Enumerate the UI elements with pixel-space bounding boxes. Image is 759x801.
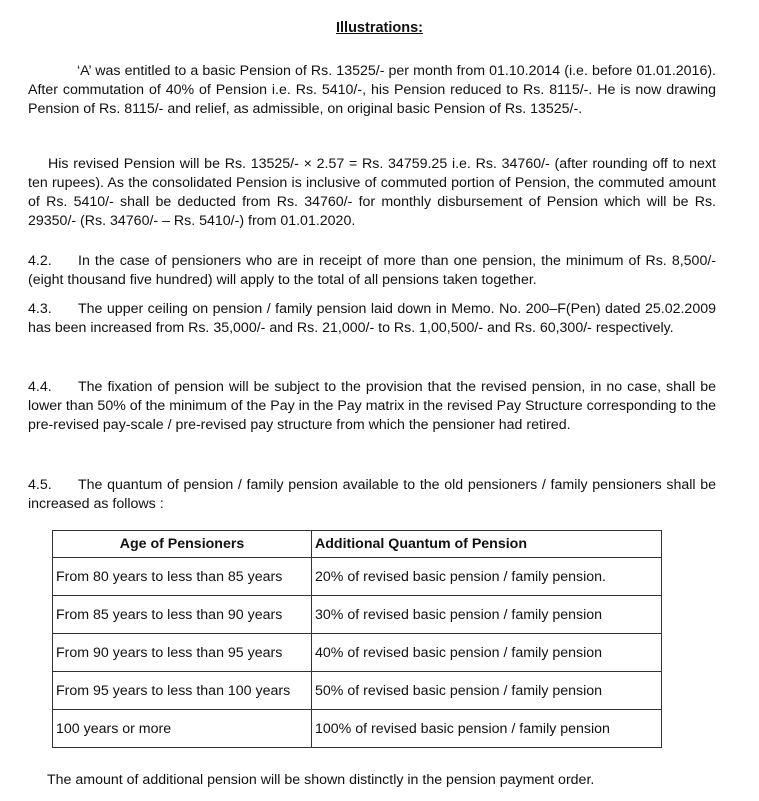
illustration-text-1: ‘A’ was entitled to a basic Pension of Rs. 13525/- per month from 01.10.2014 (i.e. before 01.01.2016). After commutation of 40% of Pension i.e. Rs. 5410/-, his Pension reduced to Rs. 8115/-. He is now drawing Pension of Rs. 8115/- and relief, as admissible, on original basic Pension of Rs. 13525/-. (28, 63, 716, 117)
table-cell-age: From 85 years to less than 90 years (53, 596, 312, 634)
illustration-paragraph-1 (28, 62, 716, 119)
section-text: In the case of pensioners who are in receipt of more than one pension, the minimum of Rs. 8,500/- (eight thousand five hundred) will apply to the total of all pensions taken together. (28, 253, 716, 288)
illustration-text-2: His revised Pension will be Rs. 13525/- × 2.57 = Rs. 34759.25 i.e. Rs. 34760/- (after rounding off to next ten rupees). As the consolidated Pension is inclusive of commuted portion of Pension, the commuted amount of Rs. 5410/- shall be deducted from Rs. 34760/- for monthly disbursement of Pension which will be Rs. 29350/- (Rs. 34760/- – Rs. 5410/-) from 01.01.2020. (28, 156, 716, 229)
table-row (53, 596, 662, 634)
column-header-age: Age of Pensioners (53, 531, 312, 558)
section-text: The fixation of pension will be subject to the provision that the revised pension, in no case, shall be lower than 50% of the minimum of the Pay in the Pay matrix in the revised Pay Structure corresponding to the pre-revised pay-scale / pre-revised pay structure from which the pensioner had retired. (28, 379, 716, 433)
table-cell-quantum: 100% of revised basic pension / family pension (312, 710, 662, 748)
section-4-3 (28, 300, 716, 338)
pension-table (52, 530, 662, 748)
table-header-row (53, 531, 662, 558)
table-row (53, 558, 662, 596)
section-text: The upper ceiling on pension / family pension laid down in Memo. No. 200–F(Pen) dated 25.02.2009 has been increased from Rs. 35,000/- and Rs. 21,000/- to Rs. 1,00,500/- and Rs. 60,300/- respectively. (28, 301, 716, 336)
illustration-paragraph-2 (28, 155, 716, 231)
section-number: 4.5. (28, 477, 52, 493)
table-cell-quantum: 20% of revised basic pension / family pension. (312, 558, 662, 596)
table-cell-age: From 95 years to less than 100 years (53, 672, 312, 710)
table-cell-quantum: 40% of revised basic pension / family pension (312, 634, 662, 672)
section-4-5 (28, 476, 716, 514)
table-cell-age: 100 years or more (53, 710, 312, 748)
section-number: 4.2. (28, 253, 52, 269)
section-text: The quantum of pension / family pension available to the old pensioners / family pensioners shall be increased as follows : (28, 477, 716, 512)
table-row (53, 634, 662, 672)
section-number: 4.3. (28, 301, 52, 317)
section-4-2 (28, 252, 716, 290)
column-header-quantum: Additional Quantum of Pension (312, 531, 662, 558)
table-cell-quantum: 50% of revised basic pension / family pension (312, 672, 662, 710)
table-row (53, 672, 662, 710)
footer-note: The amount of additional pension will be shown distinctly in the pension payment order. (47, 772, 595, 788)
table-cell-age: From 90 years to less than 95 years (53, 634, 312, 672)
table-row (53, 710, 662, 748)
table-cell-age: From 80 years to less than 85 years (53, 558, 312, 596)
section-4-4 (28, 378, 716, 435)
section-number: 4.4. (28, 379, 52, 395)
table-cell-quantum: 30% of revised basic pension / family pension (312, 596, 662, 634)
document-title: Illustrations: (335, 20, 423, 36)
